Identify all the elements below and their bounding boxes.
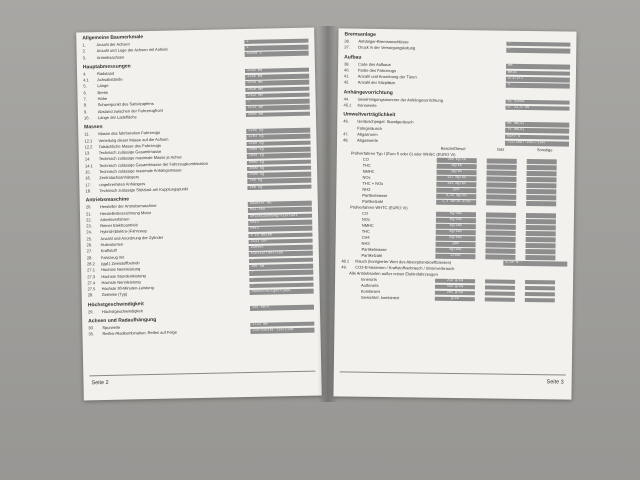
table-cell-empty	[527, 171, 557, 176]
row-number: 27.4	[87, 279, 96, 286]
table-cell: 1,3 10^10 #/km	[436, 200, 476, 205]
rows-structure	[338, 61, 576, 90]
rows-coupling	[337, 96, 575, 112]
row-value: —	[249, 283, 313, 289]
row-number: 46.	[343, 118, 349, 124]
row-label: Anzahl und Anordnung der Türen	[357, 73, 417, 80]
table-cell-empty	[525, 286, 555, 291]
table-cell-empty	[487, 165, 517, 170]
row-value: 3	[506, 83, 570, 88]
row-value: Euro 6	[505, 134, 569, 139]
table-cell: 232 g/km	[435, 279, 475, 284]
table-cell-empty	[526, 237, 556, 242]
table-cell: 183 g/km	[435, 285, 475, 290]
table-cell: ppm	[436, 188, 476, 193]
row-label: Breite	[97, 89, 108, 95]
row-value: 1	[244, 45, 308, 51]
footer-rule	[340, 371, 566, 375]
row-number: 28.	[86, 254, 93, 260]
row-number: 48.1	[341, 257, 350, 264]
row-value: 750 kg	[247, 178, 311, 184]
row-value: —	[249, 276, 313, 282]
row-value: BB	[506, 64, 570, 69]
row-number: 20.	[85, 204, 92, 210]
table-cell-empty	[486, 189, 516, 194]
right-page	[333, 28, 576, 399]
row-number: 40.	[343, 67, 350, 73]
table-row-label: NOx	[362, 174, 371, 180]
row-label: Rauch (korrigierter Wert des Absorptionskoeffizienten)	[355, 258, 452, 265]
row-label: Abstand zwischen der Fahrzeugfront	[97, 107, 164, 114]
row-number: 25.	[86, 235, 93, 242]
row-value: 105 kW	[249, 264, 313, 270]
table-cell: g/km	[435, 297, 475, 302]
table-row-label: NH3	[362, 186, 371, 192]
table-cell-empty	[526, 195, 556, 200]
table-cell: mg/km	[437, 164, 477, 169]
row-label: Genehmigungsnummer der Anhängevorrichtung	[357, 96, 444, 103]
emissions-table-1	[336, 156, 575, 207]
row-label: Technisch zulässige Gesamtmasse	[98, 148, 162, 156]
table-cell-empty	[485, 285, 515, 290]
table-row-label: Partikelmasse	[361, 246, 387, 252]
row-number: 9.	[83, 108, 88, 115]
section-heading: Allgemeine Baumerkmale	[82, 34, 144, 42]
table-cell: #/kWh	[435, 254, 475, 259]
row-label: Fahrgeräusch	[357, 125, 382, 131]
row-label: Spurweite	[102, 324, 121, 331]
table-cell-empty	[526, 183, 556, 188]
rows-main	[77, 66, 316, 121]
row-label: Technisch zulässige Stützlast am Kupplungspunkt	[99, 186, 189, 194]
row-value: 1722 mm	[250, 321, 314, 327]
table-cell-empty	[486, 219, 516, 224]
row-label: Farbe des Fahrzeugs	[357, 67, 397, 74]
table-title-text: Prüfverfahren Typ I (Euro 5 oder 6) oder WHSC (EURO VI)	[350, 150, 456, 157]
row-number: 14.1	[84, 162, 93, 169]
table-cell: ppm	[436, 242, 476, 247]
row-number: 27.5	[87, 286, 96, 292]
rows-drive	[80, 200, 320, 299]
row-number: 28.2	[86, 261, 95, 267]
row-value: 2185 kg	[246, 128, 310, 134]
row-value: Handschaltgetriebe	[250, 289, 314, 295]
row-label: Tatsächliche Masse des Fahrzeugs	[98, 142, 162, 149]
row-value: —	[249, 257, 313, 263]
row-value: 100 kg	[247, 184, 311, 190]
row-number: 35.	[88, 331, 95, 337]
section-heading: Bremsanlage	[344, 31, 376, 38]
table-row-label: THC + NOx	[362, 180, 384, 186]
row-value: Selbstzündung/Viertakt	[248, 213, 312, 219]
table-cell: mg/km	[437, 170, 477, 175]
row-number: 7.	[83, 96, 87, 102]
row-label: Radstand	[96, 70, 115, 76]
row-label: Zentralachsanhängers	[99, 174, 140, 181]
row-number: 44.	[343, 96, 350, 102]
row-number: 41.	[343, 73, 350, 79]
table-cell-empty	[486, 213, 516, 218]
row-value: 715/2007*2017/1347	[505, 141, 569, 146]
row-number: 4.	[82, 71, 87, 77]
table-cell-empty	[486, 195, 516, 200]
row-number: 5.	[83, 83, 87, 89]
row-value: —	[506, 41, 570, 46]
row-value: 235/65R16C 115/113R	[250, 328, 314, 334]
table-cell: 209 mg/km	[437, 158, 477, 163]
row-value: 2500 kg	[247, 165, 311, 171]
row-value: Daimler AG	[248, 201, 312, 207]
row-value: —	[506, 48, 570, 53]
table-cell-empty	[527, 165, 557, 170]
rows-mass	[78, 127, 317, 195]
row-number: 10.	[83, 115, 90, 121]
row-number: 21.	[85, 210, 92, 216]
row-value: 4 in Reihe	[248, 232, 312, 238]
row-number: 15.	[85, 169, 91, 175]
table-cell-empty	[526, 225, 556, 230]
table-row-label: Innerorts	[361, 276, 377, 283]
table-cell-empty	[486, 231, 516, 236]
row-label: Druck in der Versorgungsleitung	[358, 44, 416, 51]
row-number: 42.	[343, 79, 350, 85]
row-number: 48.	[342, 137, 349, 143]
row-value: 5998 mm	[245, 80, 309, 86]
row-number: 45.1	[343, 102, 352, 108]
row-value: 74 dB(A)	[505, 128, 569, 133]
row-value: 2412 mm	[245, 93, 309, 99]
table-cell-empty	[486, 177, 516, 182]
row-number: 30.	[88, 325, 94, 331]
row-value: —	[246, 99, 310, 105]
row-label: Technisch zulässige Gesamtmasse der Fahrzeugkombination	[98, 160, 208, 168]
row-label: Kennwerte	[357, 102, 377, 108]
row-label: ungebremsten Anhängers	[99, 180, 146, 187]
row-value: 651.955	[248, 207, 312, 213]
table-cell-empty	[487, 171, 517, 176]
table-cell: mg/kWh	[436, 218, 476, 223]
row-number: 8.	[83, 102, 88, 108]
row-label: Abgaswerte	[356, 137, 379, 144]
footer-rule	[89, 371, 315, 377]
row-value: —	[249, 270, 313, 276]
row-number: 17.	[85, 181, 91, 188]
section-heading: Anhängevorrichtung	[343, 89, 393, 96]
table-row-label: NOx	[361, 216, 370, 222]
row-value: 1615 mm	[246, 105, 310, 111]
row-label: Verteilung dieser Masse auf die Achsen	[98, 136, 169, 143]
left-page	[76, 28, 322, 401]
row-label: Code des Aufbaus	[358, 61, 391, 67]
row-label: Anzahl der Sitzplätze	[357, 80, 396, 86]
table-cell-empty	[525, 249, 555, 254]
row-label: CO2-Emissionen / Kraftstoffverbrauch / Stromverbrauch	[355, 264, 455, 271]
row-value: nein	[248, 226, 312, 232]
table-row-label: Partikelzahl	[361, 252, 383, 258]
rows-general	[76, 38, 314, 62]
row-number: 11.	[84, 131, 90, 137]
row-label: Achsabstände	[97, 76, 123, 83]
table-cell-empty	[526, 213, 556, 218]
table-row-label: NMHC	[362, 168, 375, 174]
table-cell-empty	[526, 201, 556, 206]
col-header: Sonstige	[536, 146, 553, 152]
table-cell-empty	[525, 298, 555, 303]
row-label: Masse des fahrbereiten Fahrzeugs	[98, 130, 161, 137]
co2-title-text: Alle Antriebsarten außer reinen Elektrofahrzeugen	[349, 270, 438, 277]
table-cell: mg/kWh	[436, 230, 476, 235]
row-label: Reifen-/Radkombination: Reifen auf Felge	[102, 329, 178, 337]
row-value: D: 21,6 kN	[505, 106, 569, 111]
row-number: 22.	[86, 217, 92, 223]
table-cell: 117 mg/km	[436, 176, 476, 181]
table-title-text: Prüfverfahren WHTC (EURO VI)	[350, 204, 408, 210]
row-value: 3500 kg	[247, 147, 311, 153]
table-cell: mg/kWh	[436, 212, 476, 217]
section-heading: Achsen und Radaufhängung	[88, 316, 157, 325]
table-row-label: Partikelmasse	[362, 192, 388, 198]
row-value: Diesel	[249, 245, 313, 251]
table-cell-empty	[486, 183, 516, 188]
row-label: Arbeitsverfahren	[100, 216, 130, 222]
section-heading: Umweltverträglichkeit	[343, 111, 396, 119]
table-cell: mg/kWh	[436, 236, 476, 241]
row-value: 6000 kg	[247, 159, 311, 165]
row-value: 0,69 m⁻¹	[503, 261, 567, 266]
row-number: 13.	[84, 150, 91, 156]
row-number: 6.	[83, 90, 87, 96]
row-number: 12.2	[84, 144, 93, 150]
table-cell: 201 g/km	[435, 291, 475, 296]
section-heading: Antriebsmaschine	[85, 196, 130, 204]
row-number: 47.	[343, 131, 349, 137]
row-value: 2143 cm³	[249, 238, 313, 244]
row-label: Geräuschpegel: Standgeräusch	[357, 119, 414, 125]
emissions-table-2	[335, 210, 574, 261]
row-number: 49.	[341, 264, 347, 270]
table-cell-empty	[525, 280, 555, 285]
table-cell: 0,29 mg/km	[436, 194, 476, 199]
table-cell-empty	[485, 291, 515, 296]
row-number: 27.	[86, 248, 93, 254]
row-label: Höchste Stundenleistung	[101, 272, 146, 279]
row-value: 155 km/h	[250, 305, 314, 311]
row-value: e1 55R01	[506, 99, 570, 104]
table-row-label: Gewichtet, kombiniert	[360, 294, 400, 301]
table-cell-empty	[526, 219, 556, 224]
row-label: Herstellerbezeichnung Motor	[99, 209, 152, 216]
row-number: 38.	[344, 61, 350, 67]
row-label: Höchste 30-Minuten-Leistung	[101, 285, 154, 292]
table-row-label: NH3	[361, 240, 370, 246]
col-header: Gas	[496, 146, 505, 152]
row-label: Fahrzeug mit	[100, 254, 125, 260]
row-value: nein	[248, 220, 312, 226]
row-label: Abgasnorm	[357, 131, 378, 137]
row-label: Länge	[97, 83, 109, 89]
section-heading: Aufbau	[344, 54, 362, 61]
col-header: Benzin/Diesel	[440, 145, 466, 151]
row-value: Weiß	[506, 70, 570, 75]
row-number: 37.	[344, 44, 350, 50]
co2-table	[335, 276, 573, 303]
table-row-label: THC	[361, 228, 371, 234]
row-label: Technisch zulässige maximale Masse je Achse	[98, 154, 182, 162]
row-label: Höchste Nennleistung	[101, 279, 141, 285]
table-cell-empty	[486, 225, 516, 230]
row-label: Hubvolumen	[100, 241, 124, 248]
row-number: 28.	[87, 292, 94, 298]
table-row-label: Kombiniert	[360, 288, 381, 295]
row-number: 3.	[82, 54, 87, 60]
table-cell-empty	[526, 243, 556, 248]
page-number: Seite 2	[91, 379, 109, 387]
row-value: 1850 kg	[247, 153, 311, 159]
table-row-label: Außerorts	[360, 282, 379, 289]
row-number: 27.3	[87, 273, 96, 279]
row-value: 2500 kg	[247, 172, 311, 178]
row-label: Anzahl und Lage der Achsen mit Antrieb	[96, 46, 168, 54]
table-cell: 141 mg/km	[436, 182, 476, 187]
row-value: Achse 1	[245, 51, 309, 57]
row-number: 2.	[82, 48, 86, 54]
row-value: 5/2/2/1	[506, 77, 570, 82]
page-number: Seite 3	[546, 379, 564, 386]
table-cell-empty	[527, 159, 557, 164]
row-number: 1.	[82, 42, 86, 48]
row-number: 18.	[85, 188, 92, 194]
table-cell-empty	[526, 231, 556, 236]
table-row-label: CH4	[361, 234, 370, 240]
table-cell-empty	[485, 297, 515, 302]
section-heading: Massen	[84, 124, 103, 131]
row-label: Anzahl und Anordnung der Zylinder	[100, 234, 164, 241]
row-value: 2185 kg	[246, 140, 310, 146]
rows-body	[338, 38, 576, 54]
table-row-label: CO	[361, 210, 369, 216]
table-cell-empty	[485, 255, 515, 260]
table-cell: mg/kWh	[436, 224, 476, 229]
row-number: 23.	[86, 223, 92, 229]
section-heading: Hauptabmessungen	[82, 63, 131, 71]
row-number: 36.	[344, 38, 351, 44]
row-value: 86 dB(A)	[505, 122, 569, 127]
row-label: Technisch zulässige maximale Anhängemasse	[99, 167, 182, 175]
table-cell-empty	[486, 243, 516, 248]
row-label: Reiner Elektroantrieb	[100, 222, 138, 229]
row-value: Einstoffbetrieb	[249, 251, 313, 257]
table-cell-empty	[525, 292, 555, 297]
row-value: 3150 mm	[245, 67, 309, 73]
row-label: Antriebsachsen	[96, 54, 125, 60]
row-label: Hybrid-(Elektro-)Fahrzeug	[100, 228, 147, 235]
row-number: 26.	[86, 242, 93, 248]
table-cell: mg/kWh	[435, 248, 475, 253]
row-value: 3150 mm	[245, 74, 309, 80]
row-label: Höchstgeschwindigkeit	[101, 307, 143, 314]
table-cell-empty	[526, 189, 556, 194]
row-number: 27.1	[87, 267, 95, 273]
table-cell-empty	[485, 249, 515, 254]
row-label: (ggf.) Zweistoffbetrieb	[100, 260, 140, 266]
row-number: 29.	[87, 308, 94, 315]
table-row-label: THC	[362, 162, 371, 168]
row-label: Anzahl der Achsen	[96, 41, 130, 48]
table-row-label: NMHC	[361, 222, 374, 228]
table-cell-empty	[486, 237, 516, 242]
table-cell-empty	[485, 279, 515, 284]
row-label: Anhänger-Bremsanschlüsse	[358, 38, 409, 45]
row-label: Getriebe (Typ)	[101, 291, 128, 298]
table-cell-empty	[526, 177, 556, 182]
row-value: 2010 mm	[245, 86, 309, 92]
section-heading: Höchstgeschwindigkeit	[87, 300, 144, 309]
table-cell-empty	[525, 255, 555, 260]
row-label: Hersteller der Antriebsmaschine	[99, 203, 157, 210]
table-row-label: CO	[362, 156, 369, 162]
row-label: Höhe	[97, 95, 108, 102]
row-label: Kraftstoff	[100, 248, 117, 254]
row-number: 12.1	[84, 137, 93, 143]
table-cell-empty	[487, 159, 517, 164]
row-number: 16.	[85, 175, 91, 181]
row-value: 2890 mm	[246, 111, 310, 117]
row-number: 4.1	[83, 77, 89, 83]
row-label: Schwerpunkt des Sattelzapfens	[97, 101, 154, 108]
row-value: 2	[244, 38, 308, 44]
table-cell-empty	[486, 201, 516, 206]
row-number: 24.	[86, 229, 92, 235]
table-row-label: Partikelzahl	[362, 198, 383, 204]
row-label: Länge der Ladefläche	[97, 114, 137, 121]
row-number: 14.	[84, 156, 91, 162]
row-label: Höchste Nennleistung	[101, 266, 141, 273]
row-value: 1203 kg	[246, 134, 310, 140]
